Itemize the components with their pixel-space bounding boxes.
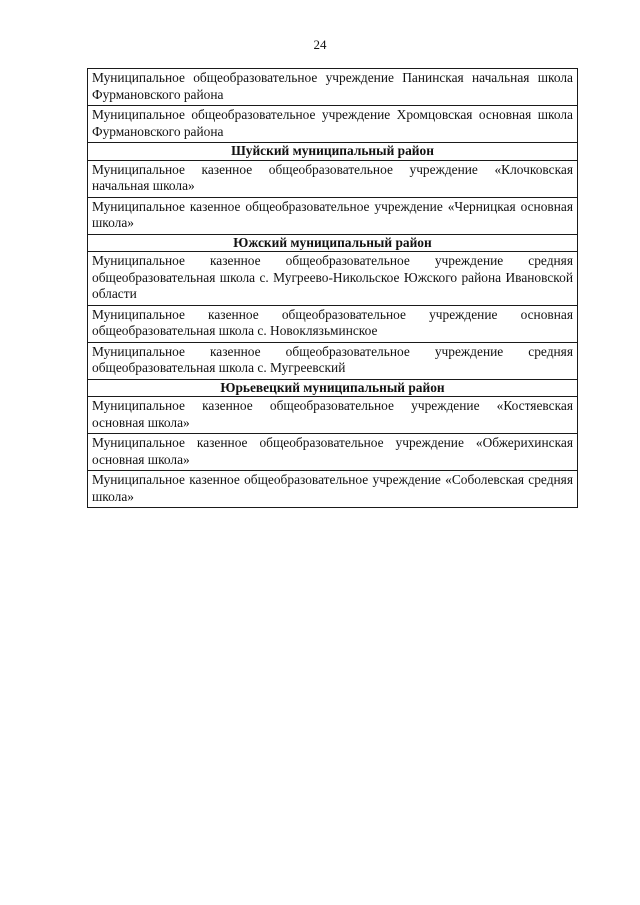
table-row [88,434,578,471]
institution-cell: Муниципальное казенное общеобразовательное учреждение «Соболевская средняя школа» [88,471,578,508]
district-header-row [88,143,578,161]
institution-cell: Муниципальное казенное общеобразовательное учреждение «Черницкая основная школа» [88,197,578,234]
institution-cell: Муниципальное казенное общеобразовательное учреждение «Обжерихинская основная школа» [88,434,578,471]
district-heading: Юрьевецкий муниципальный район [88,379,578,397]
institution-cell: Муниципальное казенное общеобразовательное учреждение средняя общеобразовательная школа с. Мугреевский [88,342,578,379]
institution-cell: Муниципальное казенное общеобразовательное учреждение «Клочковская начальная школа» [88,160,578,197]
table-row [88,471,578,508]
institutions-table [87,68,578,508]
institution-cell: Муниципальное казенное общеобразовательное учреждение средняя общеобразовательная школа с. Мугреево-Никольское Южского района Ивановской области [88,252,578,306]
institution-cell: Муниципальное казенное общеобразовательное учреждение «Костяевская основная школа» [88,397,578,434]
page-number: 24 [313,37,327,52]
table-row [88,197,578,234]
table-row [88,106,578,143]
institution-cell: Муниципальное казенное общеобразовательное учреждение основная общеобразовательная школа с. Новоклязьминское [88,305,578,342]
table-row [88,160,578,197]
table-row [88,252,578,306]
table-row [88,397,578,434]
table-row [88,69,578,106]
table-row [88,305,578,342]
district-header-row [88,379,578,397]
institution-cell: Муниципальное общеобразовательное учреждение Хромцовская основная школа Фурмановского района [88,106,578,143]
district-header-row [88,234,578,252]
district-heading: Шуйский муниципальный район [88,143,578,161]
table-row [88,342,578,379]
institution-cell: Муниципальное общеобразовательное учреждение Панинская начальная школа Фурмановского района [88,69,578,106]
district-heading: Южский муниципальный район [88,234,578,252]
